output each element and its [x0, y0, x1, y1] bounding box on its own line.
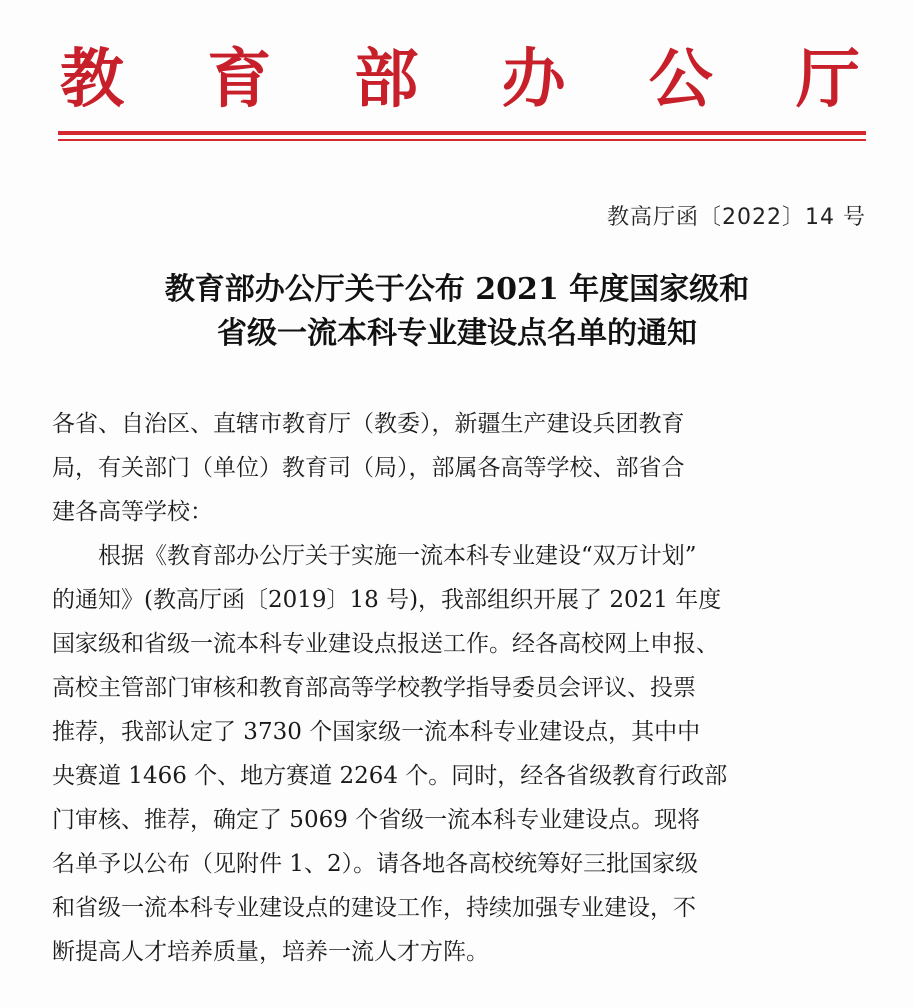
body-line: 高校主管部门审核和教育部高等学校教学指导委员会评议、投票 — [52, 675, 696, 701]
body-line: 建各高等学校： — [52, 499, 213, 525]
document-number: 教高厅函〔2022〕14 号 — [607, 205, 866, 230]
body-line: 推荐，我部认定了 3730 个国家级一流本科专业建设点，其中中 — [52, 719, 701, 745]
letterhead-rule-thick — [58, 131, 866, 135]
letterhead-char: 公 — [648, 42, 713, 117]
body-line: 和省级一流本科专业建设点的建设工作，持续加强专业建设，不 — [52, 895, 696, 921]
letterhead-char: 厅 — [795, 42, 860, 117]
body-line: 国家级和省级一流本科专业建设点报送工作。经各高校网上申报、 — [52, 631, 719, 657]
letterhead-rule-thin — [58, 139, 866, 141]
letterhead-char: 育 — [207, 42, 272, 117]
body-line: 各省、自治区、直辖市教育厅（教委），新疆生产建设兵团教育 — [52, 411, 685, 437]
body-line: 名单予以公布（见附件 1、2）。请各地各高校统筹好三批国家级 — [52, 851, 699, 877]
letterhead-char: 部 — [354, 42, 419, 117]
letterhead-title — [60, 40, 860, 120]
document-title-line: 省级一流本科专业建设点名单的通知 — [217, 316, 697, 351]
body-line: 根据《教育部办公厅关于实施一流本科专业建设“双万计划” — [52, 543, 697, 569]
body-line: 央赛道 1466 个、地方赛道 2264 个。同时，经各省级教育行政部 — [52, 763, 728, 789]
document-title-line: 教育部办公厅关于公布 2021 年度国家级和 — [164, 272, 750, 307]
body-line: 的通知》(教高厅函〔2019〕18 号)，我部组织开展了 2021 年度 — [52, 587, 722, 613]
body-line: 断提高人才培养质量，培养一流人才方阵。 — [52, 939, 489, 965]
body-line: 门审核、推荐，确定了 5069 个省级一流本科专业建设点。现将 — [52, 807, 701, 833]
document-body — [52, 402, 872, 974]
document-title — [40, 268, 874, 356]
letterhead-char: 办 — [501, 42, 566, 117]
letterhead-char: 教 — [60, 42, 124, 117]
body-line: 局，有关部门（单位）教育司（局），部属各高等学校、部省合 — [52, 455, 685, 481]
